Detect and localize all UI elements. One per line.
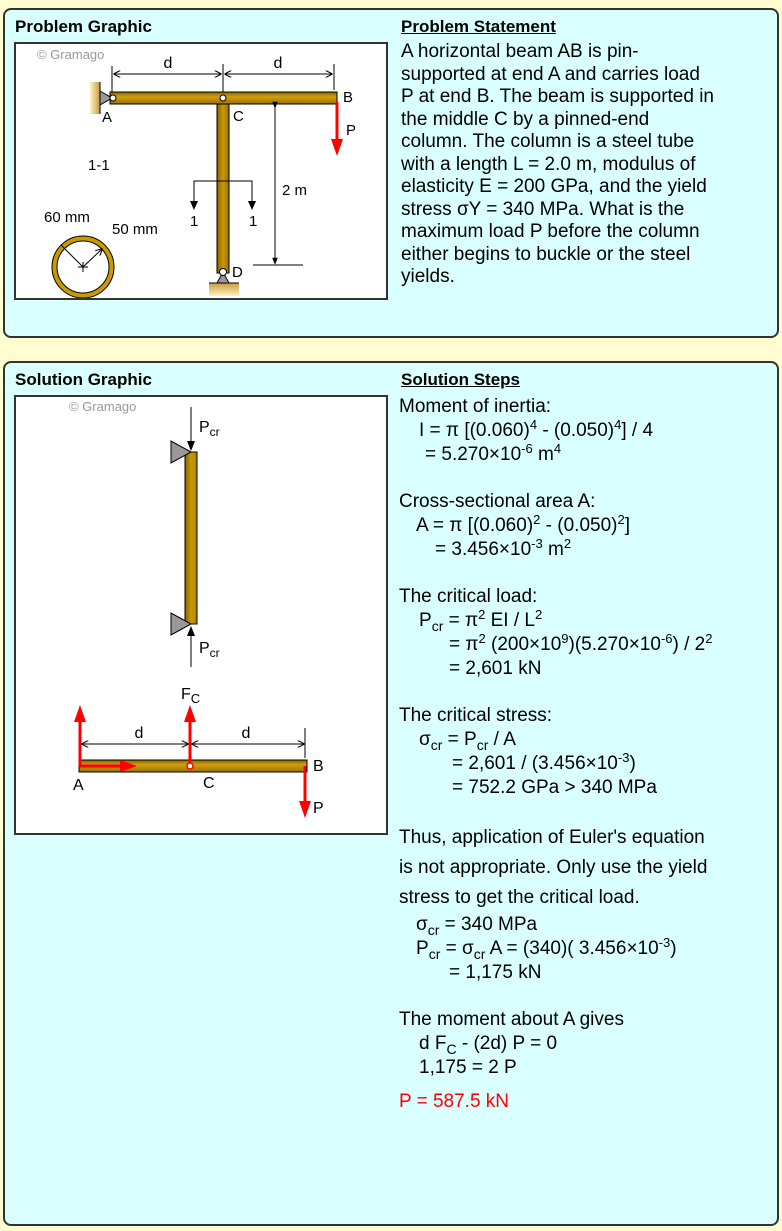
force-fc-label: $F_C$ [181,686,201,706]
label-a: A [73,777,84,794]
step-line: $\sigma_{cr} = P_{cr} / A$ [419,729,516,753]
problem-diagram [16,44,386,298]
problem-graphic-title: Problem Graphic [15,17,152,36]
label-p: P [346,122,357,139]
label-d: D [232,264,243,281]
step-line: = 1,175 kN [449,962,542,983]
pcr-bottom-label: $P_{cr}$ [199,640,220,660]
force-fc-arrowhead [184,705,196,722]
step-heading-inertia: Moment of inertia: [399,396,552,417]
pcr-bottom-arrowhead [187,626,195,636]
step-heading-critical-load: The critical load: [399,586,538,607]
label-c: C [233,108,244,125]
statement-line: elasticity E = 200 GPa, and the yield [401,176,707,197]
pin-a [110,95,116,101]
pin-c [220,95,226,101]
pin-d [220,269,227,276]
section-mark-right: 1 [249,213,258,230]
step-note: Thus, application of Euler's equation [399,827,705,848]
statement-line: supported at end A and carries load [401,63,700,85]
section-label: 1-1 [88,157,110,174]
pcr-top-arrowhead [187,441,195,451]
step-line: $P_{cr} = \sigma_{cr}$ A = (340)( $3.456\times 10^{-3}$) [416,935,677,962]
dim-label-d1: d [134,725,144,742]
problem-graphic [14,42,388,300]
step-line: = $\pi^2$ $(200\times 10^9)(5.270\times 10^{-6}) / 2^2$ [449,631,713,655]
step-heading-moment: The moment about A gives [399,1009,624,1030]
outer-dim-label: 60 mm [44,209,90,226]
load-p-arrowhead [331,139,343,156]
statement-line: either begins to buckle or the steel [401,243,691,265]
step-heading-area: Cross-sectional area A: [399,491,596,512]
dim-label-d2: d [273,55,283,72]
step-line: $P_{cr} = \pi^2$ EI / $L^2$ [419,607,543,634]
problem-statement [401,41,771,289]
pcr-top-label: $P_{cr}$ [199,419,220,439]
statement-line: A horizontal beam AB is pin- [401,41,639,62]
statement-line: P at end B. The beam is supported in [401,86,714,107]
step-note: stress to get the critical load. [399,887,640,908]
load-p-arrowhead [299,801,311,818]
column-cd [217,101,229,273]
step-heading-critical-stress: The critical stress: [399,705,553,726]
column-body [185,452,197,624]
step-line: = 752.2 GPa > 340 MPa [452,777,657,798]
step-line: = 2,601 kN [449,658,542,679]
section-arrow-right [248,201,256,210]
section-arrow-left [190,201,198,210]
label-b: B [343,89,354,106]
step-line: $\sigma_{cr} = 340$ MPa [416,914,538,938]
step-line: = $5.270\times 10^{-6}$ $m^4$ [425,441,562,465]
step-line: = $3.456\times 10^{-3}$ $m^2$ [435,536,572,560]
watermark: © Gramago [69,399,137,414]
statement-line: with a length L = 2.0 m, modulus of [401,153,696,175]
label-a: A [102,109,113,126]
final-answer: P = 587.5 kN [399,1091,510,1112]
ground-support [209,283,239,296]
solution-graphic [14,395,388,835]
step-note: is not appropriate. Only use the yield [399,857,708,878]
dim-label-d2: d [241,725,251,742]
statement-line: maximum load P before the column [401,221,700,242]
pin-c [187,763,193,769]
step-line: 1,175 = 2 P [419,1057,517,1078]
wall-support [90,82,100,114]
statement-line: stress σY = 340 MPa. What is the [401,198,685,220]
label-c: C [203,775,215,792]
solution-diagram [16,397,386,833]
section-mark-left: 1 [190,213,199,230]
solution-steps-title: Solution Steps [401,370,520,389]
label-b: B [313,758,324,775]
reaction-ay-arrowhead [74,705,86,722]
step-line: = $2,601 / (3.456\times 10^{-3})$ [452,750,636,774]
problem-statement-title: Problem Statement [401,17,556,36]
step-line: d $F_C - (2d) P = 0$ [419,1033,558,1057]
step-line: A = π $[(0.060)^2 - (0.050)^2]$ [416,512,630,536]
statement-line: the middle C by a pinned-end [401,108,650,130]
statement-line: column. The column is a steel tube [401,131,695,152]
watermark: © Gramago [37,47,105,62]
step-line: I = π $[(0.060)^4 - (0.050)^4] / 4$ [419,417,654,441]
inner-dim-label: 50 mm [112,221,158,238]
dim-label-d1: d [163,55,173,72]
solution-graphic-title: Solution Graphic [15,370,152,389]
label-p: P [313,800,324,817]
solution-steps [399,395,774,1114]
dim-label-height: 2 m [282,182,308,199]
statement-line: yields. [401,266,455,287]
